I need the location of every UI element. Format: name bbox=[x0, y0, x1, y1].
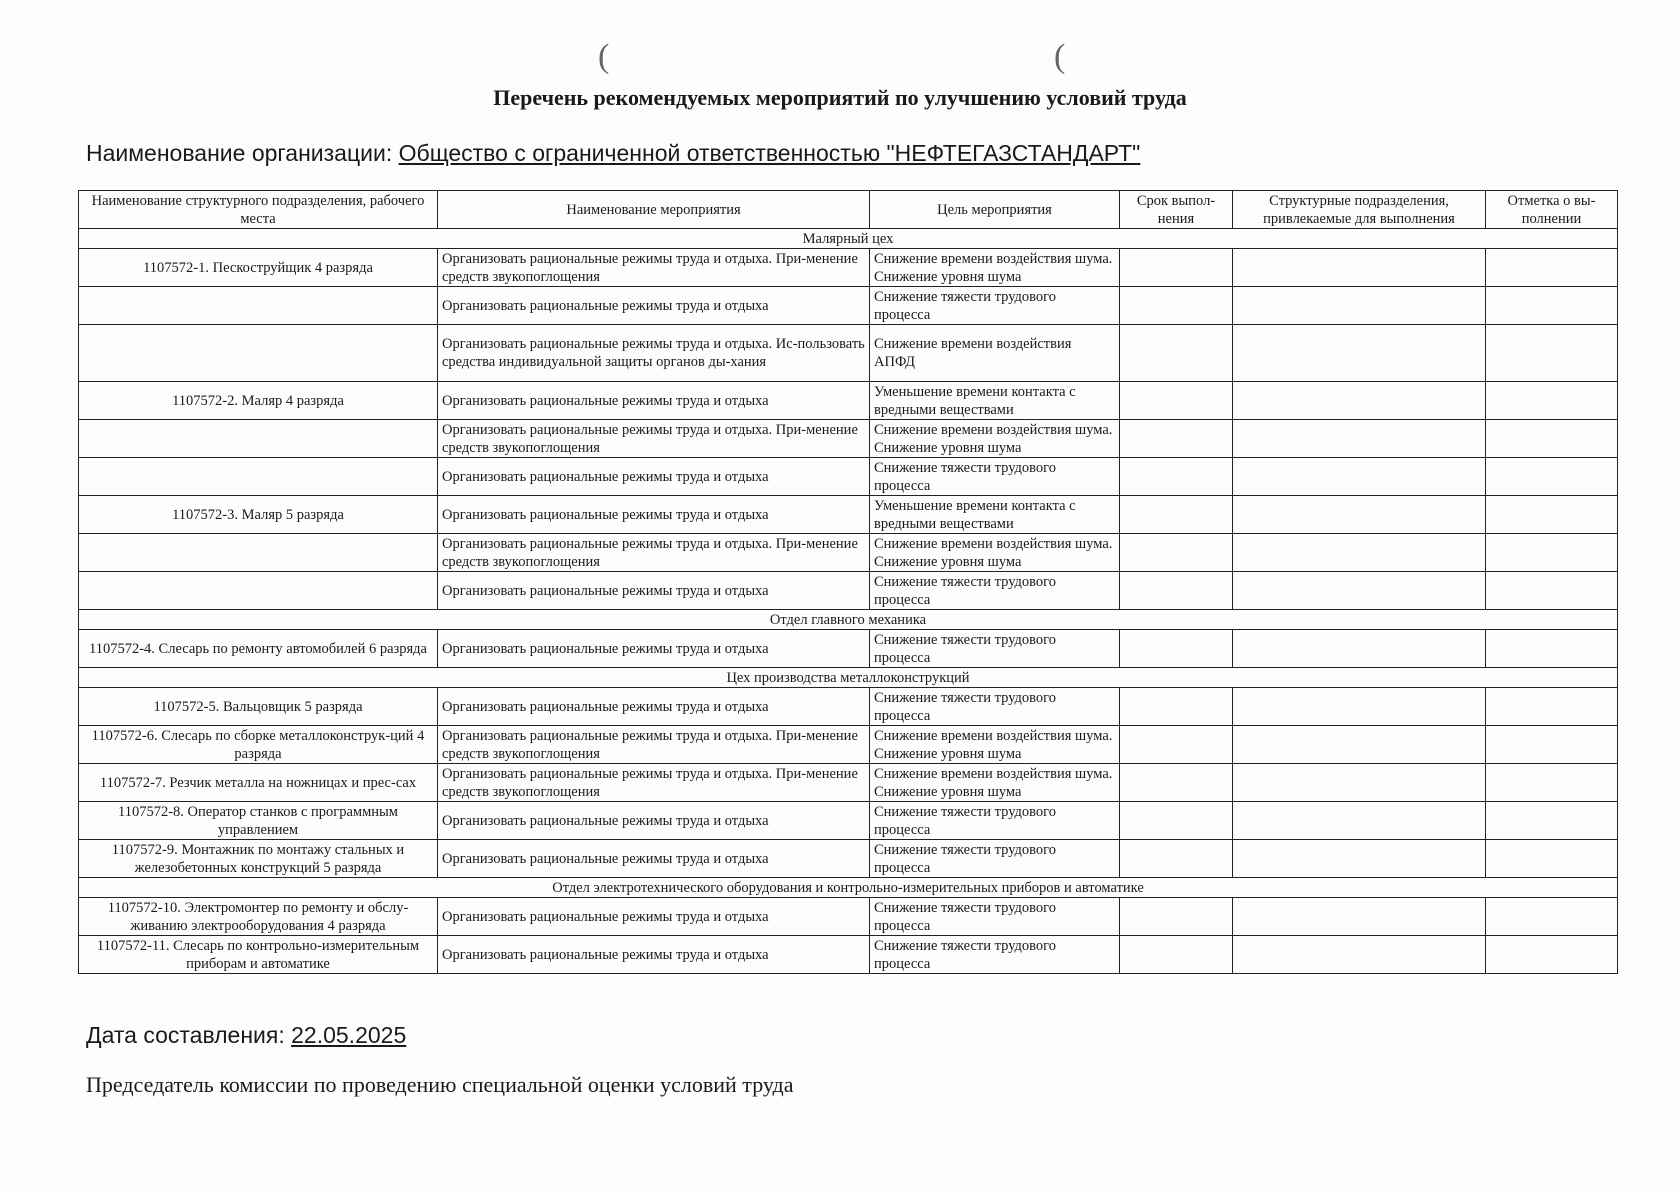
table-row bbox=[79, 496, 1618, 534]
workplace-cell bbox=[79, 572, 438, 610]
deadline-cell bbox=[1120, 287, 1233, 325]
organization-line bbox=[86, 140, 1154, 167]
column-header: Срок выпол-нения bbox=[1120, 191, 1233, 229]
completion-mark-cell bbox=[1486, 496, 1618, 534]
goal-cell: Снижение тяжести трудового процесса bbox=[870, 802, 1120, 840]
measures-table bbox=[78, 190, 1618, 974]
deadline-cell bbox=[1120, 382, 1233, 420]
table-row bbox=[79, 688, 1618, 726]
measure-cell: Организовать рациональные режимы труда и отдыха bbox=[438, 898, 870, 936]
workplace-cell: 1107572-9. Монтажник по монтажу стальных и железобетонных конструкций 5 разряда bbox=[79, 840, 438, 878]
table-row bbox=[79, 287, 1618, 325]
measure-cell: Организовать рациональные режимы труда и отдыха. При-менение средств звукопоглощения bbox=[438, 534, 870, 572]
column-header: Цель мероприятия bbox=[870, 191, 1120, 229]
completion-mark-cell bbox=[1486, 534, 1618, 572]
responsible-units-cell bbox=[1233, 898, 1486, 936]
measure-cell: Организовать рациональные режимы труда и отдыха bbox=[438, 688, 870, 726]
workplace-cell bbox=[79, 534, 438, 572]
responsible-units-cell bbox=[1233, 420, 1486, 458]
completion-mark-cell bbox=[1486, 936, 1618, 974]
deadline-cell bbox=[1120, 249, 1233, 287]
section-title: Цех производства металлоконструкций bbox=[79, 668, 1618, 688]
measure-cell: Организовать рациональные режимы труда и отдыха bbox=[438, 840, 870, 878]
deadline-cell bbox=[1120, 688, 1233, 726]
completion-mark-cell bbox=[1486, 458, 1618, 496]
section-row bbox=[79, 668, 1618, 688]
completion-mark-cell bbox=[1486, 630, 1618, 668]
column-header: Наименование структурного подразделения, рабочего места bbox=[79, 191, 438, 229]
completion-mark-cell bbox=[1486, 572, 1618, 610]
workplace-cell: 1107572-6. Слесарь по сборке металлоконструк-ций 4 разряда bbox=[79, 726, 438, 764]
table-row bbox=[79, 534, 1618, 572]
scan-bracket-left-icon: ( bbox=[598, 38, 610, 75]
workplace-cell: 1107572-3. Маляр 5 разряда bbox=[79, 496, 438, 534]
responsible-units-cell bbox=[1233, 688, 1486, 726]
date-value: 22.05.2025 bbox=[291, 1022, 407, 1048]
goal-cell: Снижение тяжести трудового процесса bbox=[870, 688, 1120, 726]
table-row bbox=[79, 630, 1618, 668]
deadline-cell bbox=[1120, 840, 1233, 878]
goal-cell: Снижение времени воздействия шума. Снижение уровня шума bbox=[870, 764, 1120, 802]
measure-cell: Организовать рациональные режимы труда и отдыха bbox=[438, 936, 870, 974]
table-row bbox=[79, 249, 1618, 287]
responsible-units-cell bbox=[1233, 572, 1486, 610]
deadline-cell bbox=[1120, 764, 1233, 802]
column-header: Структурные подразделения, привлекаемые для выполнения bbox=[1233, 191, 1486, 229]
section-row bbox=[79, 229, 1618, 249]
organization-label: Наименование организации: bbox=[86, 140, 393, 166]
deadline-cell bbox=[1120, 630, 1233, 668]
goal-cell: Снижение тяжести трудового процесса bbox=[870, 630, 1120, 668]
table-row bbox=[79, 936, 1618, 974]
completion-mark-cell bbox=[1486, 802, 1618, 840]
measure-cell: Организовать рациональные режимы труда и отдыха. При-менение средств звукопоглощения bbox=[438, 420, 870, 458]
measure-cell: Организовать рациональные режимы труда и отдыха. При-менение средств звукопоглощения bbox=[438, 764, 870, 802]
table-row bbox=[79, 764, 1618, 802]
goal-cell: Снижение тяжести трудового процесса bbox=[870, 572, 1120, 610]
page-title: Перечень рекомендуемых мероприятий по улучшению условий труда bbox=[493, 85, 1187, 110]
measure-cell: Организовать рациональные режимы труда и отдыха bbox=[438, 496, 870, 534]
table-row bbox=[79, 458, 1618, 496]
responsible-units-cell bbox=[1233, 287, 1486, 325]
goal-cell: Снижение времени воздействия шума. Снижение уровня шума bbox=[870, 249, 1120, 287]
table-row bbox=[79, 802, 1618, 840]
deadline-cell bbox=[1120, 726, 1233, 764]
section-title: Малярный цех bbox=[79, 229, 1618, 249]
table-row bbox=[79, 382, 1618, 420]
deadline-cell bbox=[1120, 420, 1233, 458]
goal-cell: Снижение тяжести трудового процесса bbox=[870, 287, 1120, 325]
measure-cell: Организовать рациональные режимы труда и отдыха bbox=[438, 458, 870, 496]
responsible-units-cell bbox=[1233, 249, 1486, 287]
section-title: Отдел главного механика bbox=[79, 610, 1618, 630]
goal-cell: Снижение тяжести трудового процесса bbox=[870, 458, 1120, 496]
table-header-row bbox=[79, 191, 1618, 229]
completion-mark-cell bbox=[1486, 898, 1618, 936]
responsible-units-cell bbox=[1233, 802, 1486, 840]
workplace-cell: 1107572-5. Вальцовщик 5 разряда bbox=[79, 688, 438, 726]
measure-cell: Организовать рациональные режимы труда и отдыха bbox=[438, 572, 870, 610]
responsible-units-cell bbox=[1233, 764, 1486, 802]
responsible-units-cell bbox=[1233, 936, 1486, 974]
completion-mark-cell bbox=[1486, 840, 1618, 878]
chairman-caption: Председатель комиссии по проведению специальной оценки условий труда bbox=[86, 1072, 794, 1097]
deadline-cell bbox=[1120, 325, 1233, 382]
column-header: Отметка о вы-полнении bbox=[1486, 191, 1618, 229]
deadline-cell bbox=[1120, 496, 1233, 534]
table-row bbox=[79, 840, 1618, 878]
deadline-cell bbox=[1120, 572, 1233, 610]
section-title: Отдел электротехнического оборудования и контрольно-измерительных приборов и автоматике bbox=[79, 878, 1618, 898]
measure-cell: Организовать рациональные режимы труда и отдыха. При-менение средств звукопоглощения bbox=[438, 249, 870, 287]
goal-cell: Снижение тяжести трудового процесса bbox=[870, 936, 1120, 974]
workplace-cell: 1107572-10. Электромонтер по ремонту и обслу-живанию электрооборудования 4 разряда bbox=[79, 898, 438, 936]
completion-mark-cell bbox=[1486, 325, 1618, 382]
responsible-units-cell bbox=[1233, 840, 1486, 878]
responsible-units-cell bbox=[1233, 458, 1486, 496]
completion-mark-cell bbox=[1486, 382, 1618, 420]
workplace-cell: 1107572-11. Слесарь по контрольно-измерительным приборам и автоматике bbox=[79, 936, 438, 974]
workplace-cell: 1107572-4. Слесарь по ремонту автомобилей 6 разряда bbox=[79, 630, 438, 668]
goal-cell: Снижение времени воздействия АПФД bbox=[870, 325, 1120, 382]
date-line bbox=[86, 1022, 412, 1049]
workplace-cell bbox=[79, 458, 438, 496]
section-row bbox=[79, 878, 1618, 898]
table-row bbox=[79, 726, 1618, 764]
goal-cell: Снижение тяжести трудового процесса bbox=[870, 840, 1120, 878]
date-label: Дата составления: bbox=[86, 1022, 285, 1048]
deadline-cell bbox=[1120, 802, 1233, 840]
scan-bracket-right-icon: ( bbox=[1054, 38, 1066, 75]
table-row bbox=[79, 572, 1618, 610]
completion-mark-cell bbox=[1486, 688, 1618, 726]
table-row bbox=[79, 325, 1618, 382]
goal-cell: Снижение тяжести трудового процесса bbox=[870, 898, 1120, 936]
responsible-units-cell bbox=[1233, 630, 1486, 668]
deadline-cell bbox=[1120, 898, 1233, 936]
goal-cell: Снижение времени воздействия шума. Снижение уровня шума bbox=[870, 726, 1120, 764]
organization-name: Общество с ограниченной ответственностью "НЕФТЕГАЗСТАНДАРТ" bbox=[398, 140, 1141, 166]
workplace-cell: 1107572-7. Резчик металла на ножницах и прес-сах bbox=[79, 764, 438, 802]
completion-mark-cell bbox=[1486, 249, 1618, 287]
goal-cell: Уменьшение времени контакта с вредными веществами bbox=[870, 496, 1120, 534]
measure-cell: Организовать рациональные режимы труда и отдыха bbox=[438, 287, 870, 325]
table-row bbox=[79, 420, 1618, 458]
measure-cell: Организовать рациональные режимы труда и отдыха. При-менение средств звукопоглощения bbox=[438, 726, 870, 764]
column-header: Наименование мероприятия bbox=[438, 191, 870, 229]
completion-mark-cell bbox=[1486, 764, 1618, 802]
workplace-cell bbox=[79, 287, 438, 325]
goal-cell: Уменьшение времени контакта с вредными веществами bbox=[870, 382, 1120, 420]
deadline-cell bbox=[1120, 936, 1233, 974]
responsible-units-cell bbox=[1233, 726, 1486, 764]
completion-mark-cell bbox=[1486, 420, 1618, 458]
goal-cell: Снижение времени воздействия шума. Снижение уровня шума bbox=[870, 420, 1120, 458]
responsible-units-cell bbox=[1233, 534, 1486, 572]
table-row bbox=[79, 898, 1618, 936]
measure-cell: Организовать рациональные режимы труда и отдыха. Ис-пользовать средства индивидуальной защиты органов ды-хания bbox=[438, 325, 870, 382]
responsible-units-cell bbox=[1233, 496, 1486, 534]
section-row bbox=[79, 610, 1618, 630]
responsible-units-cell bbox=[1233, 325, 1486, 382]
goal-cell: Снижение времени воздействия шума. Снижение уровня шума bbox=[870, 534, 1120, 572]
workplace-cell bbox=[79, 325, 438, 382]
completion-mark-cell bbox=[1486, 726, 1618, 764]
workplace-cell: 1107572-2. Маляр 4 разряда bbox=[79, 382, 438, 420]
measure-cell: Организовать рациональные режимы труда и отдыха bbox=[438, 382, 870, 420]
measure-cell: Организовать рациональные режимы труда и отдыха bbox=[438, 802, 870, 840]
workplace-cell bbox=[79, 420, 438, 458]
deadline-cell bbox=[1120, 534, 1233, 572]
responsible-units-cell bbox=[1233, 382, 1486, 420]
deadline-cell bbox=[1120, 458, 1233, 496]
workplace-cell: 1107572-1. Пескоструйщик 4 разряда bbox=[79, 249, 438, 287]
completion-mark-cell bbox=[1486, 287, 1618, 325]
workplace-cell: 1107572-8. Оператор станков с программным управлением bbox=[79, 802, 438, 840]
measure-cell: Организовать рациональные режимы труда и отдыха bbox=[438, 630, 870, 668]
